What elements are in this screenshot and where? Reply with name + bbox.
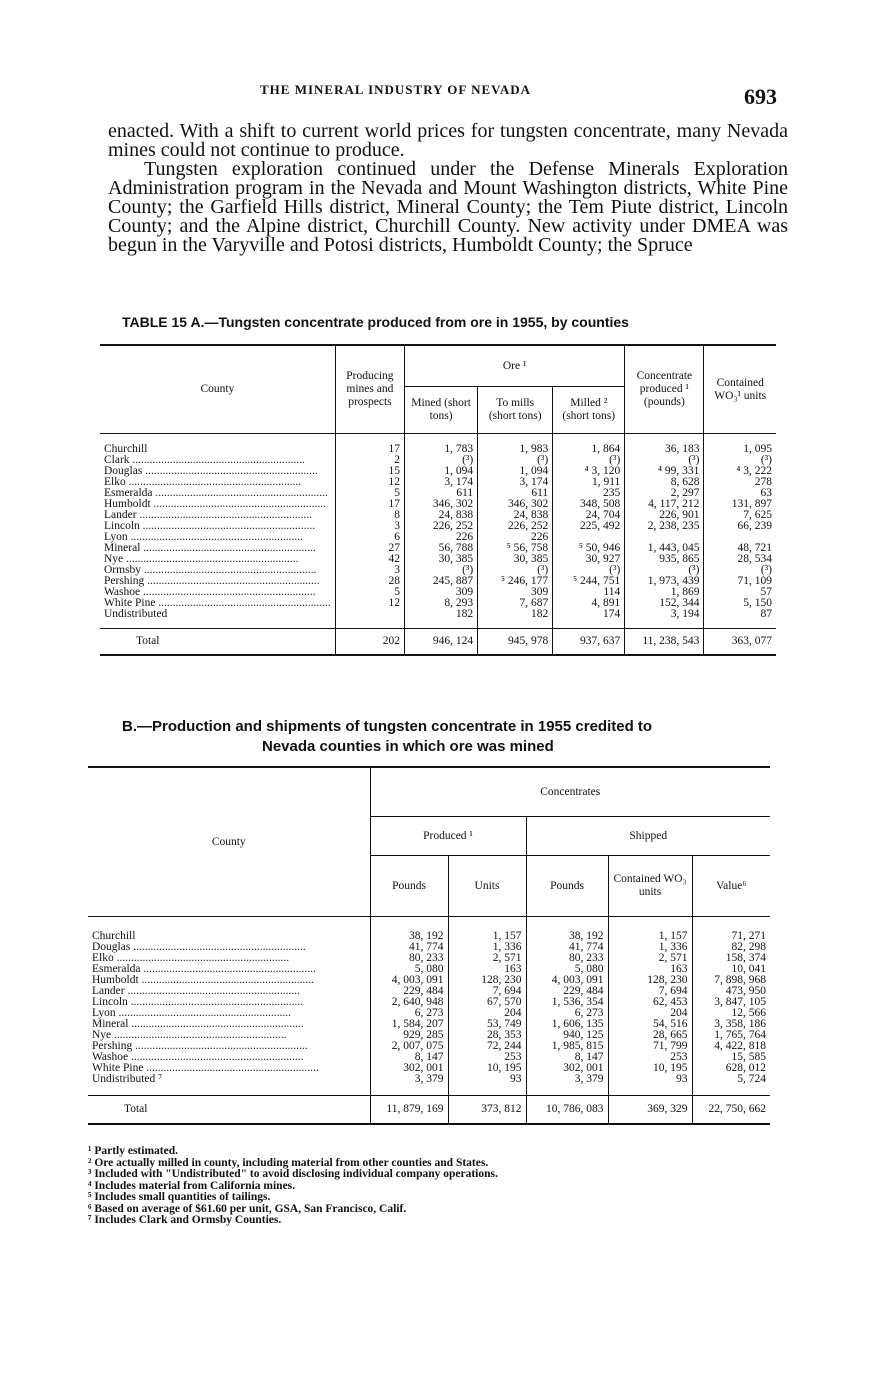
units-cell: 2, 571 xyxy=(448,953,526,964)
prod-cell: 17 xyxy=(335,434,404,456)
footnote: ¹ Partly estimated. xyxy=(88,1145,178,1157)
s_pounds-cell: 3, 379 xyxy=(526,1074,608,1096)
prod-cell: 28 xyxy=(335,576,404,587)
milled-cell: 30, 927 xyxy=(553,554,625,565)
wo3-cell: 5, 150 xyxy=(704,598,776,609)
mined-cell: 182 xyxy=(405,609,478,629)
header-units: Units xyxy=(448,856,526,917)
header-county: County xyxy=(100,345,335,434)
pounds-cell: 6, 273 xyxy=(370,1008,448,1019)
value-cell: 71, 271 xyxy=(692,917,770,943)
mined-cell: 611 xyxy=(405,488,478,499)
header-wo3: Contained WO₃¹ units xyxy=(704,345,776,434)
county-cell: Mineral ............................................................ xyxy=(92,1019,304,1030)
prod-cell: 3 xyxy=(335,565,404,576)
pounds-cell: 2, 007, 075 xyxy=(370,1041,448,1052)
total-shipped-pounds: 10, 786, 083 xyxy=(526,1096,608,1124)
mined-cell: 346, 302 xyxy=(405,499,478,510)
county-cell: Esmeralda ............................................................ xyxy=(104,488,328,499)
milled-cell: 1, 911 xyxy=(553,477,625,488)
wo3-cell: 48, 721 xyxy=(704,543,776,554)
s_pounds-cell: 1, 606, 135 xyxy=(526,1019,608,1030)
conc-cell: 3, 194 xyxy=(625,609,704,629)
to_mills-cell: 1, 983 xyxy=(478,434,553,456)
prod-cell xyxy=(335,609,404,629)
value-cell: 10, 041 xyxy=(692,964,770,975)
total-wo3: 363, 077 xyxy=(704,629,776,655)
wo3-cell: 278 xyxy=(704,477,776,488)
milled-cell: 235 xyxy=(553,488,625,499)
units-cell: 253 xyxy=(448,1052,526,1063)
header-shipped-pounds: Pounds xyxy=(526,856,608,917)
value-cell: 15, 585 xyxy=(692,1052,770,1063)
wo3-cell: 63 xyxy=(704,488,776,499)
units-cell: 1, 157 xyxy=(448,917,526,943)
value-cell: 628, 012 xyxy=(692,1063,770,1074)
county-cell: Churchill xyxy=(92,930,136,942)
conc-cell: 36, 183 xyxy=(625,434,704,456)
s_pounds-cell: 41, 774 xyxy=(526,942,608,953)
wo3-cell: 66, 239 xyxy=(704,521,776,532)
prod-cell: 17 xyxy=(335,499,404,510)
conc-cell: 2, 238, 235 xyxy=(625,521,704,532)
prod-cell: 6 xyxy=(335,532,404,543)
county-cell: Churchill xyxy=(104,443,148,455)
units-cell: 93 xyxy=(448,1074,526,1096)
s_pounds-cell: 4, 003, 091 xyxy=(526,975,608,986)
county-cell: Mineral ............................................................ xyxy=(104,543,316,554)
body-text xyxy=(108,122,788,255)
county-cell: Pershing ............................................................ xyxy=(92,1041,308,1052)
header-produced: Produced ¹ xyxy=(370,817,526,856)
header-mined: Mined (short tons) xyxy=(405,387,478,434)
mined-cell: 8, 293 xyxy=(405,598,478,609)
to_mills-cell: (³) xyxy=(478,455,553,466)
table-row xyxy=(100,434,776,456)
county-cell: Washoe ............................................................ xyxy=(92,1052,304,1063)
total-to-mills: 945, 978 xyxy=(478,629,553,655)
table-b xyxy=(88,766,770,1125)
wo3-cell: ⁴ 3, 222 xyxy=(704,466,776,477)
wo3-cell: 87 xyxy=(704,609,776,629)
header-pounds: Pounds xyxy=(370,856,448,917)
pounds-cell: 229, 484 xyxy=(370,986,448,997)
mined-cell: 245, 887 xyxy=(405,576,478,587)
county-cell: Lincoln ............................................................ xyxy=(92,997,304,1008)
wo3-cell: 28, 534 xyxy=(704,554,776,565)
mined-cell: 3, 174 xyxy=(405,477,478,488)
to_mills-cell: 346, 302 xyxy=(478,499,553,510)
s_wo3-cell: 93 xyxy=(608,1074,692,1096)
to_mills-cell: 24, 838 xyxy=(478,510,553,521)
to_mills-cell: 226, 252 xyxy=(478,521,553,532)
to_mills-cell: 182 xyxy=(478,609,553,629)
county-cell: Nye ............................................................ xyxy=(92,1030,287,1041)
conc-cell: 4, 117, 212 xyxy=(625,499,704,510)
units-cell: 7, 694 xyxy=(448,986,526,997)
to_mills-cell: 3, 174 xyxy=(478,477,553,488)
county-cell: Douglas ............................................................ xyxy=(104,466,318,477)
to_mills-cell: 1, 094 xyxy=(478,466,553,477)
units-cell: 53, 749 xyxy=(448,1019,526,1030)
total-label-b: Total xyxy=(124,1103,148,1116)
milled-cell: (³) xyxy=(553,455,625,466)
milled-cell: ⁵ 244, 751 xyxy=(553,576,625,587)
county-cell: Lyon ............................................................ xyxy=(104,532,304,543)
value-cell: 7, 898, 968 xyxy=(692,975,770,986)
wo3-cell: 71, 109 xyxy=(704,576,776,587)
mined-cell: 226 xyxy=(405,532,478,543)
county-cell: Elko ............................................................ xyxy=(92,953,290,964)
county-cell: Esmeralda ............................................................ xyxy=(92,964,316,975)
header-county-b: County xyxy=(88,767,370,917)
prod-cell: 8 xyxy=(335,510,404,521)
s_wo3-cell: 204 xyxy=(608,1008,692,1019)
s_pounds-cell: 302, 001 xyxy=(526,1063,608,1074)
s_pounds-cell: 1, 985, 815 xyxy=(526,1041,608,1052)
table-row xyxy=(100,521,776,532)
header-producing: Producing mines and prospects xyxy=(335,345,404,434)
to_mills-cell: 30, 385 xyxy=(478,554,553,565)
value-cell: 473, 950 xyxy=(692,986,770,997)
s_wo3-cell: 253 xyxy=(608,1052,692,1063)
conc-cell: 8, 628 xyxy=(625,477,704,488)
running-header: THE MINERAL INDUSTRY OF NEVADA xyxy=(260,82,532,97)
pounds-cell: 5, 080 xyxy=(370,964,448,975)
total-shipped-wo3: 369, 329 xyxy=(608,1096,692,1124)
table-row xyxy=(100,609,776,629)
prod-cell: 42 xyxy=(335,554,404,565)
footnote: ³ Included with "Undistributed" to avoid disclosing individual company operations. xyxy=(88,1168,498,1180)
wo3-cell: (³) xyxy=(704,565,776,576)
value-cell: 3, 358, 186 xyxy=(692,1019,770,1030)
header-to-mills: To mills (short tons) xyxy=(478,387,553,434)
county-cell: White Pine ............................................................ xyxy=(92,1063,319,1074)
value-cell: 12, 566 xyxy=(692,1008,770,1019)
prod-cell: 5 xyxy=(335,587,404,598)
prod-cell: 3 xyxy=(335,521,404,532)
county-cell: Lincoln ............................................................ xyxy=(104,521,316,532)
units-cell: 163 xyxy=(448,964,526,975)
milled-cell: 114 xyxy=(553,587,625,598)
units-cell: 204 xyxy=(448,1008,526,1019)
s_pounds-cell: 1, 536, 354 xyxy=(526,997,608,1008)
header-concentrate: Concentrate produced ¹ (pounds) xyxy=(625,345,704,434)
mined-cell: (³) xyxy=(405,455,478,466)
mined-cell: 24, 838 xyxy=(405,510,478,521)
wo3-cell: 57 xyxy=(704,587,776,598)
milled-cell: 174 xyxy=(553,609,625,629)
county-cell: Undistributed xyxy=(104,609,168,620)
county-cell: Washoe ............................................................ xyxy=(104,587,316,598)
units-cell: 28, 353 xyxy=(448,1030,526,1041)
pounds-cell: 41, 774 xyxy=(370,942,448,953)
to_mills-cell: 309 xyxy=(478,587,553,598)
pounds-cell: 4, 003, 091 xyxy=(370,975,448,986)
wo3-cell: 1, 095 xyxy=(704,434,776,456)
footnotes xyxy=(88,1146,498,1227)
header-shipped-wo3: Contained WO₃ units xyxy=(608,856,692,917)
conc-cell: (³) xyxy=(625,455,704,466)
s_wo3-cell: 128, 230 xyxy=(608,975,692,986)
s_wo3-cell: 28, 665 xyxy=(608,1030,692,1041)
total-label: Total xyxy=(136,635,160,648)
to_mills-cell: 7, 687 xyxy=(478,598,553,609)
county-cell: Humboldt ............................................................ xyxy=(104,499,327,510)
s_pounds-cell: 38, 192 xyxy=(526,917,608,943)
mined-cell: 309 xyxy=(405,587,478,598)
total-mined: 946, 124 xyxy=(405,629,478,655)
total-conc: 11, 238, 543 xyxy=(625,629,704,655)
units-cell: 128, 230 xyxy=(448,975,526,986)
mined-cell: 1, 094 xyxy=(405,466,478,477)
s_pounds-cell: 229, 484 xyxy=(526,986,608,997)
page-number: 693 xyxy=(744,84,777,109)
milled-cell: (³) xyxy=(553,565,625,576)
milled-cell: 348, 508 xyxy=(553,499,625,510)
table-b-caption-1: B.—Production and shipments of tungsten concentrate in 1955 credited to xyxy=(122,718,653,735)
mined-cell: 56, 788 xyxy=(405,543,478,554)
value-cell: 3, 847, 105 xyxy=(692,997,770,1008)
conc-cell: 152, 344 xyxy=(625,598,704,609)
pounds-cell: 38, 192 xyxy=(370,917,448,943)
milled-cell: 1, 864 xyxy=(553,434,625,456)
county-cell: Undistributed ⁷ xyxy=(92,1074,163,1085)
conc-cell: 2, 297 xyxy=(625,488,704,499)
county-cell: Lander ............................................................ xyxy=(104,510,312,521)
header-milled: Milled ² (short tons) xyxy=(553,387,625,434)
s_pounds-cell: 80, 233 xyxy=(526,953,608,964)
s_wo3-cell: 10, 195 xyxy=(608,1063,692,1074)
county-cell: Pershing ............................................................ xyxy=(104,576,320,587)
table-row xyxy=(88,1074,770,1096)
s_wo3-cell: 2, 571 xyxy=(608,953,692,964)
s_wo3-cell: 54, 516 xyxy=(608,1019,692,1030)
total-units: 373, 812 xyxy=(448,1096,526,1124)
header-shipped: Shipped xyxy=(526,817,770,856)
pounds-cell: 302, 001 xyxy=(370,1063,448,1074)
value-cell: 4, 422, 818 xyxy=(692,1041,770,1052)
total-milled: 937, 637 xyxy=(553,629,625,655)
pounds-cell: 3, 379 xyxy=(370,1074,448,1096)
conc-cell: 1, 973, 439 xyxy=(625,576,704,587)
county-cell: Elko ............................................................ xyxy=(104,477,302,488)
milled-cell: ⁵ 50, 946 xyxy=(553,543,625,554)
pounds-cell: 2, 640, 948 xyxy=(370,997,448,1008)
total-value: 22, 750, 662 xyxy=(692,1096,770,1124)
prod-cell: 12 xyxy=(335,477,404,488)
header-concentrates: Concentrates xyxy=(370,767,770,817)
prod-cell: 12 xyxy=(335,598,404,609)
s_pounds-cell: 8, 147 xyxy=(526,1052,608,1063)
header-value: Value⁶ xyxy=(692,856,770,917)
wo3-cell: (³) xyxy=(704,455,776,466)
total-pounds: 11, 879, 169 xyxy=(370,1096,448,1124)
county-cell: Humboldt ............................................................ xyxy=(92,975,315,986)
milled-cell: ⁴ 3, 120 xyxy=(553,466,625,477)
table-row xyxy=(100,554,776,565)
s_pounds-cell: 5, 080 xyxy=(526,964,608,975)
to_mills-cell: 226 xyxy=(478,532,553,543)
conc-cell: (³) xyxy=(625,565,704,576)
county-cell: White Pine ............................................................ xyxy=(104,598,331,609)
to_mills-cell: ⁵ 56, 758 xyxy=(478,543,553,554)
county-cell: Nye ............................................................ xyxy=(104,554,299,565)
conc-cell: 226, 901 xyxy=(625,510,704,521)
conc-cell: ⁴ 99, 331 xyxy=(625,466,704,477)
footnote: ² Ore actually milled in county, including material from other counties and States. xyxy=(88,1156,489,1169)
units-cell: 1, 336 xyxy=(448,942,526,953)
s_wo3-cell: 163 xyxy=(608,964,692,975)
wo3-cell: 7, 625 xyxy=(704,510,776,521)
s_wo3-cell: 1, 336 xyxy=(608,942,692,953)
prod-cell: 5 xyxy=(335,488,404,499)
pounds-cell: 1, 584, 207 xyxy=(370,1019,448,1030)
value-cell: 158, 374 xyxy=(692,953,770,964)
to_mills-cell: 611 xyxy=(478,488,553,499)
table-a xyxy=(100,344,776,656)
units-cell: 10, 195 xyxy=(448,1063,526,1074)
s_wo3-cell: 1, 157 xyxy=(608,917,692,943)
pounds-cell: 8, 147 xyxy=(370,1052,448,1063)
footnote: ⁵ Includes small quantities of tailings. xyxy=(88,1191,271,1203)
pounds-cell: 929, 285 xyxy=(370,1030,448,1041)
milled-cell: 225, 492 xyxy=(553,521,625,532)
mined-cell: 30, 385 xyxy=(405,554,478,565)
county-cell: Ormsby ............................................................ xyxy=(104,565,317,576)
conc-cell: 935, 865 xyxy=(625,554,704,565)
county-cell: Douglas ............................................................ xyxy=(92,942,306,953)
prod-cell: 27 xyxy=(335,543,404,554)
county-cell: Lander ............................................................ xyxy=(92,986,300,997)
prod-cell: 15 xyxy=(335,466,404,477)
milled-cell: 4, 891 xyxy=(553,598,625,609)
s_wo3-cell: 62, 453 xyxy=(608,997,692,1008)
wo3-cell: 131, 897 xyxy=(704,499,776,510)
total-prod: 202 xyxy=(335,629,404,655)
conc-cell: 1, 869 xyxy=(625,587,704,598)
units-cell: 72, 244 xyxy=(448,1041,526,1052)
table-b-caption-2: Nevada counties in which ore was mined xyxy=(262,738,554,755)
footnote: ⁷ Includes Clark and Ormsby Counties. xyxy=(88,1214,282,1226)
county-cell: Lyon ............................................................ xyxy=(92,1008,292,1019)
to_mills-cell: (³) xyxy=(478,565,553,576)
header-ore: Ore ¹ xyxy=(405,345,625,387)
milled-cell: 24, 704 xyxy=(553,510,625,521)
mined-cell: (³) xyxy=(405,565,478,576)
footnote: ⁴ Includes material from California mines. xyxy=(88,1179,296,1192)
units-cell: 67, 570 xyxy=(448,997,526,1008)
paragraph-2: Tungsten exploration continued under the Defense Minerals Exploration Administration program in the Nevada and Mount Washington districts, White Pine County; the Garfield Hills district, Mineral County; the Tem Piute district, Lincoln County; and the Alpine district, Churchill County. New activity under DMEA was begun in the Varyville and Potosi districts, Humboldt County; the Spruce xyxy=(108,158,788,256)
pounds-cell: 80, 233 xyxy=(370,953,448,964)
prod-cell: 2 xyxy=(335,455,404,466)
footnote: ⁶ Based on average of $61.60 per unit, GSA, San Francisco, Calif. xyxy=(88,1202,407,1215)
value-cell: 82, 298 xyxy=(692,942,770,953)
value-cell: 5, 724 xyxy=(692,1074,770,1096)
s_pounds-cell: 940, 125 xyxy=(526,1030,608,1041)
mined-cell: 226, 252 xyxy=(405,521,478,532)
paragraph-1: enacted. With a shift to current world prices for tungsten concentrate, many Nevada mines could not continue to produce. xyxy=(108,120,788,161)
conc-cell: 1, 443, 045 xyxy=(625,543,704,554)
mined-cell: 1, 783 xyxy=(405,434,478,456)
table-row xyxy=(88,917,770,943)
s_pounds-cell: 6, 273 xyxy=(526,1008,608,1019)
s_wo3-cell: 71, 799 xyxy=(608,1041,692,1052)
county-cell: Clark ............................................................ xyxy=(104,455,305,466)
table-a-caption: TABLE 15 A.—Tungsten concentrate produced from ore in 1955, by counties xyxy=(122,314,629,330)
to_mills-cell: ⁵ 246, 177 xyxy=(478,576,553,587)
s_wo3-cell: 7, 694 xyxy=(608,986,692,997)
value-cell: 1, 765, 764 xyxy=(692,1030,770,1041)
